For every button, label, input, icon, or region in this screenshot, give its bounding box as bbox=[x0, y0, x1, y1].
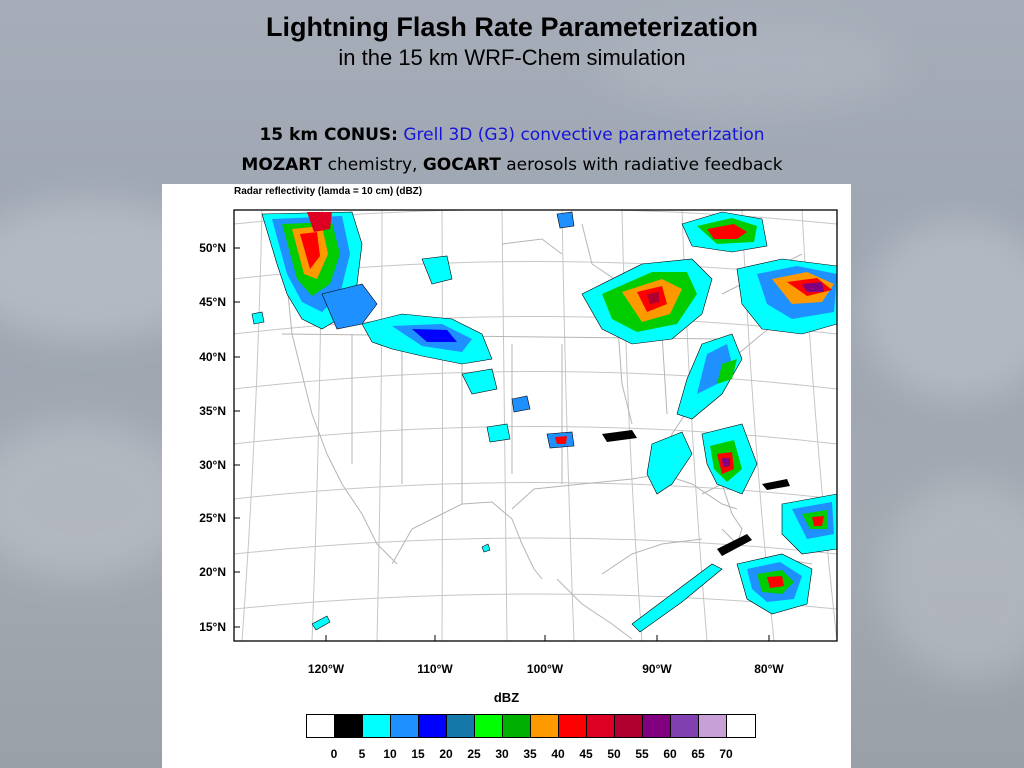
colorbar-tick-label: 65 bbox=[691, 747, 705, 761]
lon-label: 90°W bbox=[642, 662, 672, 676]
radar-reflectivity-figure bbox=[162, 184, 851, 768]
lon-label: 110°W bbox=[417, 662, 453, 676]
colorbar-tick-label: 25 bbox=[467, 747, 481, 761]
config-chemistry-text: chemistry, bbox=[327, 155, 418, 175]
colorbar-swatch bbox=[475, 715, 503, 737]
slide-subtitle: in the 15 km WRF-Chem simulation bbox=[338, 45, 686, 70]
lon-label: 80°W bbox=[754, 662, 784, 676]
lat-label: 20°N bbox=[199, 565, 226, 579]
colorbar-swatch bbox=[307, 715, 335, 737]
slide-heading bbox=[0, 10, 1024, 72]
lat-label: 30°N bbox=[199, 458, 226, 472]
colorbar-title: dBZ bbox=[493, 690, 520, 705]
colorbar-swatch bbox=[727, 715, 755, 737]
lat-label: 15°N bbox=[199, 620, 226, 634]
colorbar-tick-label: 30 bbox=[495, 747, 509, 761]
colorbar-swatch bbox=[447, 715, 475, 737]
colorbar-swatch bbox=[615, 715, 643, 737]
config-aerosols: GOCART bbox=[422, 155, 501, 175]
config-chemistry: MOZART bbox=[241, 155, 323, 175]
colorbar-swatch bbox=[419, 715, 447, 737]
lat-label: 40°N bbox=[199, 350, 226, 364]
background-cloud bbox=[860, 220, 1024, 400]
lat-label: 50°N bbox=[199, 241, 226, 255]
colorbar-swatch bbox=[699, 715, 727, 737]
colorbar-tick-label: 35 bbox=[523, 747, 537, 761]
lon-label: 100°W bbox=[526, 662, 564, 676]
config-convective-scheme: Grell 3D (G3) convective parameterization bbox=[403, 125, 765, 145]
background-cloud bbox=[880, 480, 1024, 680]
config-line-1 bbox=[0, 120, 1024, 150]
figure-title: Radar reflectivity (lamda = 10 cm) (dBZ) bbox=[234, 186, 423, 197]
radar-echoes bbox=[252, 212, 837, 632]
colorbar-swatch bbox=[531, 715, 559, 737]
colorbar-swatch bbox=[391, 715, 419, 737]
colorbar-tick-label: 5 bbox=[358, 747, 366, 761]
colorbar-swatch bbox=[643, 715, 671, 737]
colorbar-tick-label: 50 bbox=[607, 747, 621, 761]
lat-label: 25°N bbox=[199, 511, 226, 525]
reflectivity-map bbox=[162, 184, 851, 684]
colorbar-tick-label: 45 bbox=[579, 747, 593, 761]
colorbar-swatch bbox=[363, 715, 391, 737]
lon-label: 120°W bbox=[307, 662, 345, 676]
lat-label: 35°N bbox=[199, 404, 226, 418]
colorbar-tick-label: 60 bbox=[663, 747, 677, 761]
colorbar-swatch bbox=[671, 715, 699, 737]
colorbar-tick-label: 70 bbox=[719, 747, 733, 761]
colorbar bbox=[306, 714, 756, 738]
colorbar-swatch bbox=[335, 715, 363, 737]
colorbar-tick-label: 40 bbox=[551, 747, 565, 761]
colorbar-swatch bbox=[559, 715, 587, 737]
colorbar-tick-label: 0 bbox=[330, 747, 338, 761]
colorbar-tick-label: 20 bbox=[439, 747, 453, 761]
colorbar-tick-label: 15 bbox=[411, 747, 425, 761]
model-config bbox=[0, 120, 1024, 180]
config-line-2 bbox=[0, 150, 1024, 180]
config-aerosols-text: aerosols with radiative feedback bbox=[506, 155, 783, 175]
lat-label: 45°N bbox=[199, 295, 226, 309]
colorbar-tick-label: 55 bbox=[635, 747, 649, 761]
slide-title: Lightning Flash Rate Parameterization bbox=[265, 12, 759, 42]
colorbar-swatch bbox=[587, 715, 615, 737]
colorbar-tick-label: 10 bbox=[383, 747, 397, 761]
config-domain: 15 km CONUS: bbox=[259, 125, 398, 145]
colorbar-swatch bbox=[503, 715, 531, 737]
